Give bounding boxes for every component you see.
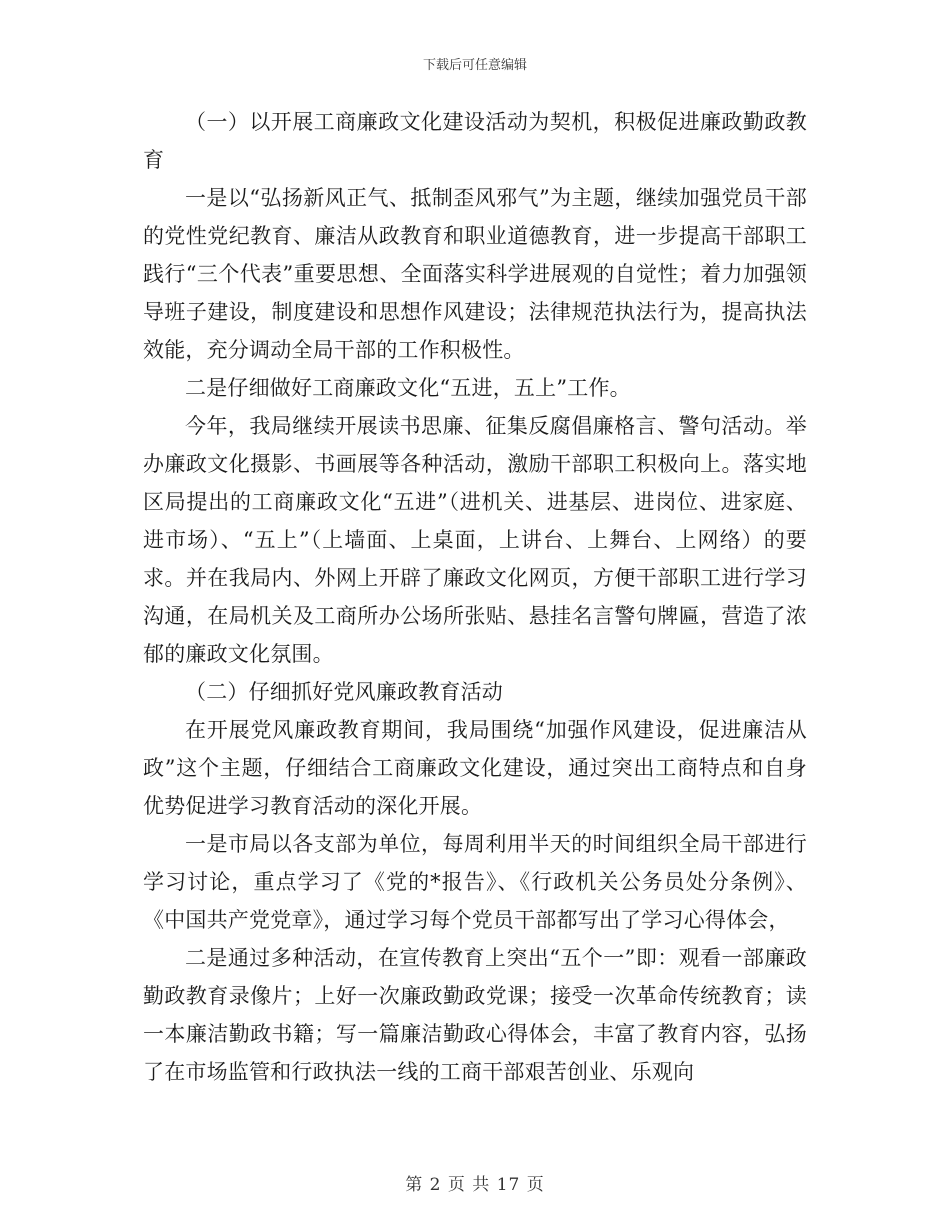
paragraph: 一是市局以各支部为单位，每周利用半天的时间组织全局干部进行学习讨论，重点学习了《党的*报告》、《行政机关公务员处分条例》、《中国共产党党章》，通过学习每个党员干部都写出了学习心得体会， (143, 832, 807, 932)
section-heading-2: （二）仔细抓好党风廉政教育活动 (185, 680, 503, 704)
page-number: 第 2 页 共 17 页 (405, 1175, 545, 1195)
paragraph: 在开展党风廉政教育期间，我局围绕“加强作风建设，促进廉洁从政”这个主题，仔细结合工商廉政文化建设，通过突出工商特点和自身优势促进学习教育活动的深化开展。 (143, 718, 807, 818)
paragraph: 一是以“弘扬新风正气、抵制歪风邪气”为主题，继续加强党员干部的党性党纪教育、廉洁从政教育和职业道德教育，进一步提高干部职工践行“三个代表”重要思想、全面落实科学进展观的自觉性；着力加强领导班子建设，制度建设和思想作风建设；法律规范执法行为，提高执法效能，充分调动全局干部的工作积极性。 (143, 186, 807, 362)
section-heading-1: （一）以开展工商廉政文化建设活动为契机，积极促进廉政勤政教育 (143, 110, 807, 172)
document-body (143, 103, 807, 1091)
paragraph: 二是通过多种活动，在宣传教育上突出“五个一”即：观看一部廉政勤政教育录像片；上好一次廉政勤政党课；接受一次革命传统教育；读一本廉洁勤政书籍；写一篇廉洁勤政心得体会，丰富了教育内容，弘扬了在市场监管和行政执法一线的工商干部艰苦创业、乐观向 (143, 946, 807, 1084)
paragraph: 今年，我局继续开展读书思廉、征集反腐倡廉格言、警句活动。举办廉政文化摄影、书画展等各种活动，激励干部职工积极向上。落实地区局提出的工商廉政文化“五进”（进机关、进基层、进岗位、进家庭、进市场）、“五上”（上墙面、上桌面，上讲台、上舞台、上网络）的要求。并在我局内、外网上开辟了廉政文化网页，方便干部职工进行学习沟通，在局机关及工商所办公场所张贴、悬挂名言警句牌匾，营造了浓郁的廉政文化氛围。 (143, 414, 807, 666)
page-header-note: 下载后可任意编辑 (422, 58, 527, 73)
paragraph: 二是仔细做好工商廉政文化“五进，五上”工作。 (185, 376, 631, 400)
